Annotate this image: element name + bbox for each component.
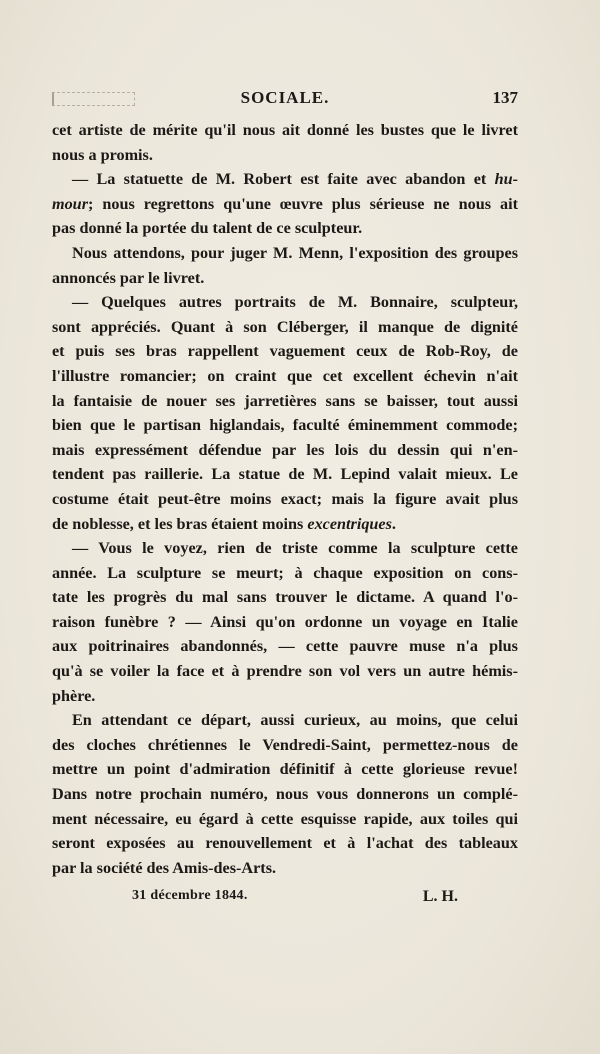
signature-date: 31 décembre 1844. (132, 888, 248, 903)
italic-text: hu- (494, 170, 518, 189)
text-line (52, 266, 518, 291)
paragraph (52, 536, 518, 708)
line-text: de noblesse, et les bras étaient moins (52, 514, 308, 533)
line-text: ment nécessaire, eu égard à cette esquisse rapide, aux toiles qui (52, 809, 518, 828)
text-line (52, 413, 518, 438)
text-line (52, 118, 518, 143)
text-line (52, 167, 518, 192)
line-text: Dans notre prochain numéro, nous vous donnerons un complé- (52, 785, 518, 804)
text-line (52, 757, 518, 782)
line-text: seront exposées au renouvellement et à l'achat des tableaux (52, 834, 518, 853)
line-text: — La statuette de M. Robert est faite avec abandon et (72, 170, 495, 189)
text-line (52, 782, 518, 807)
text-line (52, 462, 518, 487)
text-line (52, 290, 518, 315)
text-line (52, 315, 518, 340)
page-header (52, 88, 518, 112)
line-text: tate les progrès du mal sans trouver le dictame. A quand l'o- (52, 588, 518, 607)
paragraph (52, 290, 518, 536)
line-text: mais expressément défendue par les lois du dessin qui n'en- (52, 440, 518, 459)
signature-initials: L. H. (422, 888, 458, 905)
text-line (52, 831, 518, 856)
line-text: nous a promis. (52, 145, 153, 164)
line-text: — Quelques autres portraits de M. Bonnaire, sculpteur, (72, 293, 518, 312)
running-title: SOCIALE. (240, 88, 330, 107)
text-line (52, 684, 518, 709)
text-line (52, 807, 518, 832)
italic-text: mour (52, 194, 88, 213)
text-line (52, 364, 518, 389)
line-text: — Vous le voyez, rien de triste comme la sculpture cette (72, 539, 518, 558)
text-line (52, 241, 518, 266)
paragraph (52, 167, 518, 241)
line-text: aux poitrinaires abandonnés, — cette pauvre muse n'a plus (52, 637, 518, 656)
text-line (52, 659, 518, 684)
line-text: Nous attendons, pour juger M. Menn, l'exposition des groupes (72, 243, 518, 262)
text-line (52, 438, 518, 463)
paragraph (52, 118, 518, 167)
text-line (52, 733, 518, 758)
line-text: mettre un point d'admiration définitif à cette glorieuse revue! (52, 760, 518, 779)
text-line (52, 585, 518, 610)
line-text: annoncés par le livret. (52, 268, 205, 287)
line-text: sont appréciés. Quant à son Cléberger, il manque de dignité (52, 317, 518, 336)
page-number: 137 (492, 88, 518, 107)
line-text: En attendant ce départ, aussi curieux, au moins, que celui (72, 711, 518, 730)
line-text: tendent pas raillerie. La statue de M. Lepind valait mieux. Le (52, 465, 518, 484)
line-text: phère. (52, 686, 96, 705)
line-text: pas donné la portée du talent de ce sculpteur. (52, 219, 363, 238)
text-line (52, 339, 518, 364)
text-line (52, 708, 518, 733)
text-line (52, 536, 518, 561)
body-text (52, 118, 518, 880)
line-text: la fantaisie de nouer ses jarretières sans se baisser, tout aussi (52, 391, 518, 410)
line-text: par la société des Amis-des-Arts. (52, 858, 277, 877)
text-line (52, 512, 518, 537)
line-text: qu'à se voiler la face et à prendre son vol vers un autre hémis- (52, 662, 518, 681)
paragraph (52, 241, 518, 290)
text-line (52, 143, 518, 168)
text-line (52, 192, 518, 217)
line-text: année. La sculpture se meurt; à chaque exposition on cons- (52, 563, 518, 582)
text-line (52, 561, 518, 586)
text-line (52, 487, 518, 512)
signature-line (52, 888, 518, 912)
text-line (52, 389, 518, 414)
line-text: des cloches chrétiennes le Vendredi-Saint, permettez-nous de (52, 735, 518, 754)
line-text: bien que le partisan higlandais, faculté éminemment commode; (52, 416, 518, 435)
line-text: l'illustre romancier; on craint que cet excellent échevin n'ait (52, 366, 518, 385)
text-line (52, 610, 518, 635)
italic-text: excentriques (307, 514, 392, 533)
line-text: et puis ses bras rappellent vaguement ceux de Rob-Roy, de (52, 342, 518, 361)
text-line (52, 856, 518, 881)
line-text: ; nous regrettons qu'une œuvre plus sérieuse ne nous ait (88, 194, 518, 213)
text-line (52, 634, 518, 659)
line-text: costume était peut-être moins exact; mais la figure avait plus (52, 489, 518, 508)
line-text: cet artiste de mérite qu'il nous ait donné les bustes que le livret (52, 121, 518, 139)
line-tail: . (391, 514, 396, 533)
text-line (52, 216, 518, 241)
paragraph (52, 708, 518, 880)
line-text: raison funèbre ? — Ainsi qu'on ordonne un voyage en Italie (52, 612, 518, 631)
